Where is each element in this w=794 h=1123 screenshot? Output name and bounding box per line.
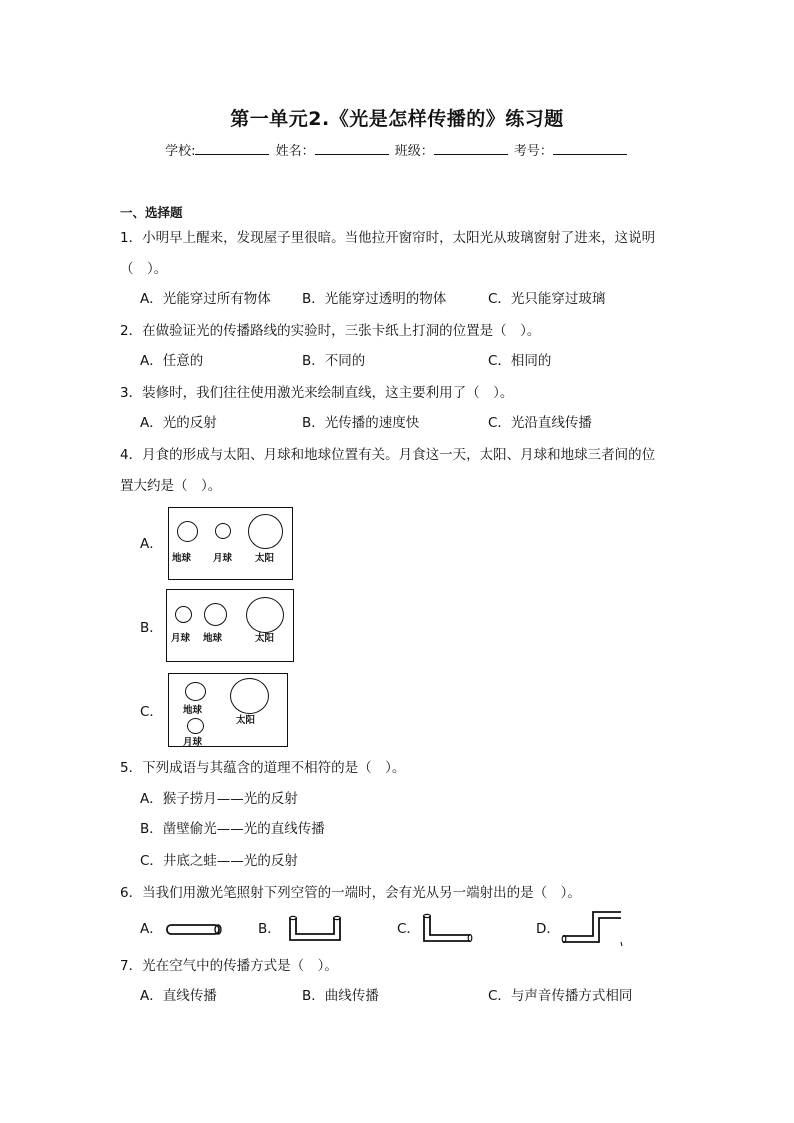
q3-option-c[interactable]: C．光沿直线传播 — [488, 415, 592, 431]
sun-circle — [246, 597, 284, 633]
class-blank[interactable] — [434, 142, 508, 155]
q6-option-c-label[interactable]: C． — [397, 921, 420, 937]
number-label: 考号： — [513, 144, 553, 159]
number-blank[interactable] — [553, 142, 627, 155]
name-blank[interactable] — [315, 142, 389, 155]
sun-label: 太阳 — [236, 715, 256, 726]
q5-stem: 5．下列成语与其蕴含的道理不相符的是（ ）。 — [120, 760, 406, 776]
moon-label: 月球 — [183, 737, 203, 748]
q1-option-c[interactable]: C．光只能穿过玻璃 — [488, 291, 606, 307]
q2-option-b[interactable]: B．不同的 — [302, 353, 366, 369]
q6-option-d-label[interactable]: D． — [536, 921, 560, 937]
q4-option-a-label[interactable]: A． — [140, 536, 163, 552]
q4-option-a-diagram[interactable] — [168, 507, 293, 580]
q4-stem-line2: 置大约是（ ）。 — [120, 478, 222, 494]
q1-stem-line1: 1．小明早上醒来，发现屋子里很暗。当他拉开窗帘时，太阳光从玻璃窗射了进来，这说明 — [120, 230, 656, 246]
q2-option-a[interactable]: A．任意的 — [140, 353, 204, 369]
earth-circle — [204, 603, 227, 626]
q4-stem-line1: 4．月食的形成与太阳、月球和地球位置有关。月食这一天，太阳、月球和地球三者间的位 — [120, 447, 656, 463]
page-title: 第一单元2.《光是怎样传播的》练习题 — [230, 108, 564, 130]
sun-label: 太阳 — [255, 553, 275, 564]
earth-label: 地球 — [203, 633, 223, 644]
q4-option-b-label[interactable]: B． — [140, 620, 163, 636]
earth-label: 地球 — [172, 553, 192, 564]
school-label: 学校: — [165, 144, 196, 159]
student-info-line — [0, 140, 794, 159]
q2-stem: 2．在做验证光的传播路线的实验时，三张卡纸上打洞的位置是（ ）。 — [120, 323, 541, 339]
section-heading: 一、选择题 — [120, 205, 183, 220]
earth-circle — [185, 682, 206, 701]
q1-stem-line2: （ ）。 — [120, 261, 168, 277]
q4-option-c-diagram[interactable] — [168, 673, 288, 747]
name-label: 姓名： — [275, 144, 315, 159]
l-shaped-tube-icon[interactable] — [420, 912, 476, 944]
moon-circle — [175, 606, 192, 623]
sun-circle — [248, 514, 283, 549]
q3-option-b[interactable]: B．光传播的速度快 — [302, 415, 420, 431]
q5-option-a[interactable]: A．猴子捞月——光的反射 — [140, 791, 298, 807]
q1-option-a[interactable]: A．光能穿过所有物体 — [140, 291, 271, 307]
q5-option-b[interactable]: B．凿壁偷光——光的直线传播 — [140, 821, 325, 837]
q1-option-b[interactable]: B．光能穿过透明的物体 — [302, 291, 447, 307]
sun-label: 太阳 — [255, 633, 275, 644]
sun-circle — [230, 678, 269, 714]
q6-option-a-label[interactable]: A． — [140, 921, 163, 937]
moon-label: 月球 — [213, 553, 233, 564]
earth-label: 地球 — [183, 705, 203, 716]
moon-circle — [215, 523, 231, 539]
q3-stem: 3．装修时，我们往往使用激光来绘制直线，这主要利用了（ ）。 — [120, 385, 514, 401]
earth-circle — [177, 521, 198, 542]
q7-option-b[interactable]: B．曲线传播 — [302, 988, 379, 1004]
q6-option-b-label[interactable]: B． — [258, 921, 281, 937]
moon-label: 月球 — [171, 633, 191, 644]
q5-option-c[interactable]: C．井底之蛙——光的反射 — [140, 853, 298, 869]
q4-option-b-diagram[interactable] — [166, 589, 294, 662]
moon-circle — [187, 718, 204, 734]
z-shaped-tube-icon[interactable] — [561, 908, 625, 948]
q7-option-a[interactable]: A．直线传播 — [140, 988, 217, 1004]
straight-tube-icon[interactable] — [165, 921, 225, 939]
q2-option-c[interactable]: C．相同的 — [488, 353, 552, 369]
q7-stem: 7．光在空气中的传播方式是（ ）。 — [120, 958, 338, 974]
q3-option-a[interactable]: A．光的反射 — [140, 415, 217, 431]
class-label: 班级： — [394, 144, 434, 159]
q6-stem: 6．当我们用激光笔照射下列空管的一端时，会有光从另一端射出的是（ ）。 — [120, 885, 581, 901]
q4-option-c-label[interactable]: C． — [140, 704, 163, 720]
q7-option-c[interactable]: C．与声音传播方式相同 — [488, 988, 633, 1004]
school-blank[interactable] — [195, 142, 269, 155]
u-shaped-tube-icon[interactable] — [285, 914, 347, 944]
